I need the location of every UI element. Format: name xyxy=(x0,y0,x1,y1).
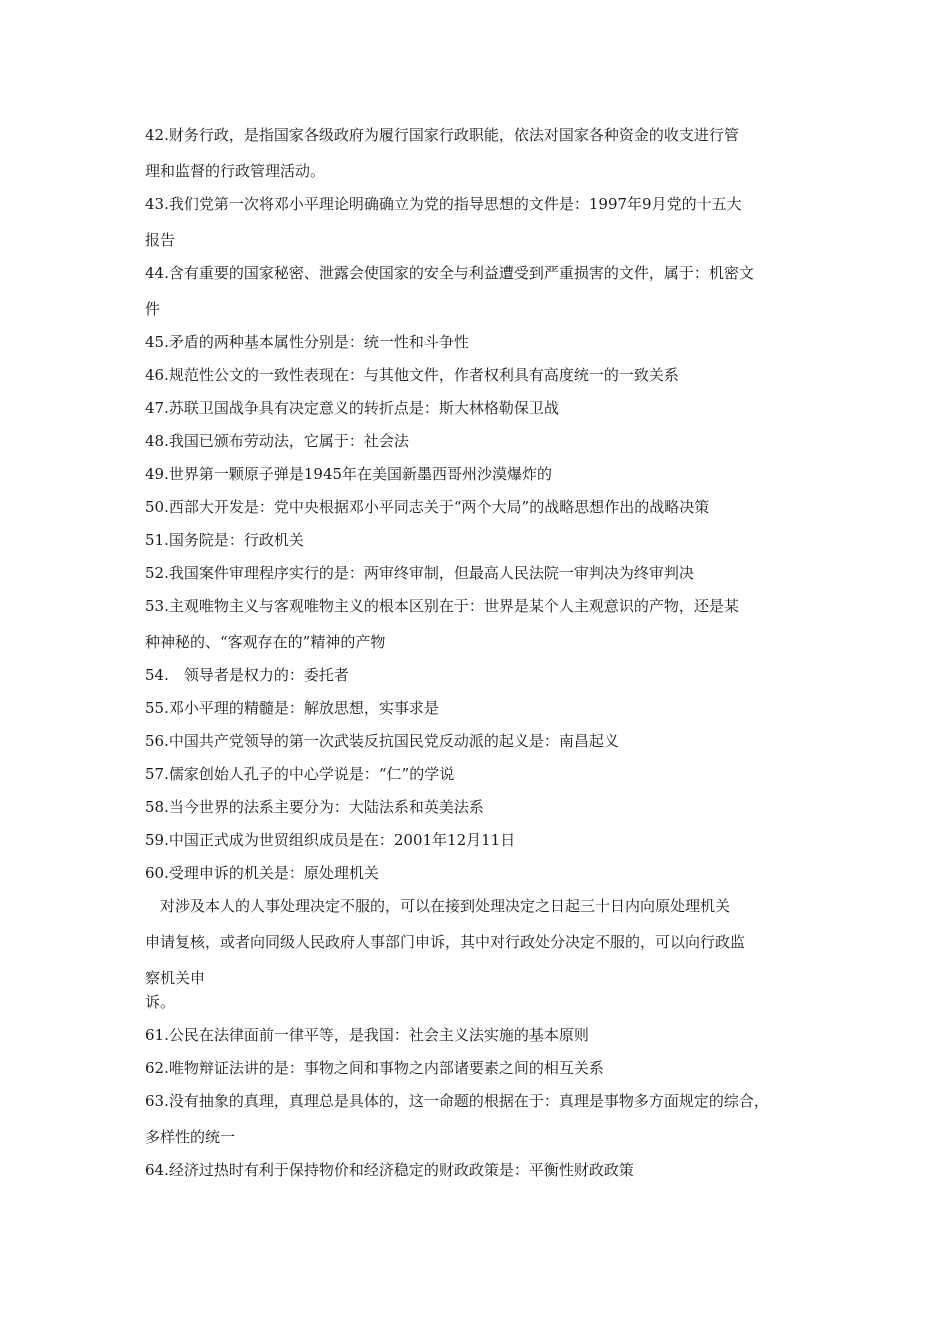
list-item-60 xyxy=(145,863,810,883)
list-item-51 xyxy=(145,530,810,550)
note-paragraph xyxy=(145,896,810,1012)
list-item-50 xyxy=(145,497,810,517)
text-line: 理和监督的行政管理活动。 xyxy=(145,162,326,180)
text-line: 48.我国已颁布劳动法，它属于：社会法 xyxy=(145,432,409,450)
list-item-48 xyxy=(145,431,810,451)
list-item-47 xyxy=(145,398,810,418)
text-line: 42.财务行政，是指国家各级政府为履行国家行政职能，依法对国家各种资金的收支进行管 xyxy=(145,126,739,144)
text-line: 54. 领导者是权力的：委托者 xyxy=(145,666,349,684)
list-item-42 xyxy=(145,125,810,181)
list-item-56 xyxy=(145,731,810,751)
list-item-58 xyxy=(145,797,810,817)
text-line: 47.苏联卫国战争具有决定意义的转折点是：斯大林格勒保卫战 xyxy=(145,399,559,417)
text-line: 46.规范性公文的一致性表现在：与其他文件，作者权利具有高度统一的一致关系 xyxy=(145,366,679,384)
text-line: 61.公民在法律面前一律平等，是我国：社会主义法实施的基本原则 xyxy=(145,1026,589,1044)
list-item-49 xyxy=(145,464,810,484)
text-line: 49.世界第一颗原子弹是1945年在美国新墨西哥州沙漠爆炸的 xyxy=(145,465,553,483)
list-item-44 xyxy=(145,263,810,319)
text-line: 44.含有重要的国家秘密、泄露会使国家的安全与利益遭受到严重损害的文件，属于：机密文 xyxy=(145,264,754,282)
text-line: 52.我国案件审理程序实行的是：两审终审制，但最高人民法院一审判决为终审判决 xyxy=(145,564,694,582)
list-item-61 xyxy=(145,1025,810,1045)
list-item-45 xyxy=(145,332,810,352)
list-item-53 xyxy=(145,596,810,652)
text-line: 58.当今世界的法系主要分为：大陆法系和英美法系 xyxy=(145,798,484,816)
text-line: 报告 xyxy=(145,231,176,249)
text-line: 对涉及本人的人事处理决定不服的，可以在接到处理决定之日起三十日内向原处理机关 xyxy=(160,897,731,915)
text-line: 62.唯物辩证法讲的是：事物之间和事物之内部诸要素之间的相互关系 xyxy=(145,1059,604,1077)
list-item-57 xyxy=(145,764,810,784)
list-item-43 xyxy=(145,194,810,250)
text-line: 45.矛盾的两种基本属性分别是：统一性和斗争性 xyxy=(145,333,469,351)
text-line: 申请复核，或者向同级人民政府人事部门申诉，其中对行政处分决定不服的，可以向行政监 xyxy=(145,933,746,951)
text-line: 多样性的统一 xyxy=(145,1128,236,1146)
list-item-64 xyxy=(145,1160,810,1180)
text-line: 59.中国正式成为世贸组织成员是在：2001年12月11日 xyxy=(145,831,516,849)
text-line: 64.经济过热时有利于保持物价和经济稳定的财政政策是：平衡性财政政策 xyxy=(145,1161,634,1179)
list-item-54 xyxy=(145,665,810,685)
text-line: 53.主观唯物主义与客观唯物主义的根本区别在于：世界是某个人主观意识的产物，还是某 xyxy=(145,597,739,615)
list-item-62 xyxy=(145,1058,810,1078)
list-item-55 xyxy=(145,698,810,718)
text-line: 诉。 xyxy=(145,993,176,1011)
text-line: 51.国务院是：行政机关 xyxy=(145,531,304,549)
list-item-46 xyxy=(145,365,810,385)
text-line: 56.中国共产党领导的第一次武装反抗国民党反动派的起义是：南昌起义 xyxy=(145,732,619,750)
text-line: 50.西部大开发是：党中央根据邓小平同志关于“两个大局”的战略思想作出的战略决策 xyxy=(145,498,710,516)
text-line: 63.没有抽象的真理，真理总是具体的，这一命题的根据在于：真理是事物多方面规定的综合， xyxy=(145,1092,769,1110)
text-line: 55.邓小平理的精髓是：解放思想，实事求是 xyxy=(145,699,439,717)
list-item-63 xyxy=(145,1091,810,1147)
text-line: 察机关申 xyxy=(145,969,206,987)
document-body xyxy=(145,125,810,1193)
text-line: 种神秘的、“客观存在的”精神的产物 xyxy=(145,633,386,651)
list-item-52 xyxy=(145,563,810,583)
text-line: 57.儒家创始人孔子的中心学说是：“仁”的学说 xyxy=(145,765,455,783)
text-line: 43.我们党第一次将邓小平理论明确确立为党的指导思想的文件是：1997年9月党的十五大 xyxy=(145,195,742,213)
text-line: 件 xyxy=(145,300,161,318)
list-item-59 xyxy=(145,830,810,850)
text-line: 60.受理申诉的机关是：原处理机关 xyxy=(145,864,379,882)
